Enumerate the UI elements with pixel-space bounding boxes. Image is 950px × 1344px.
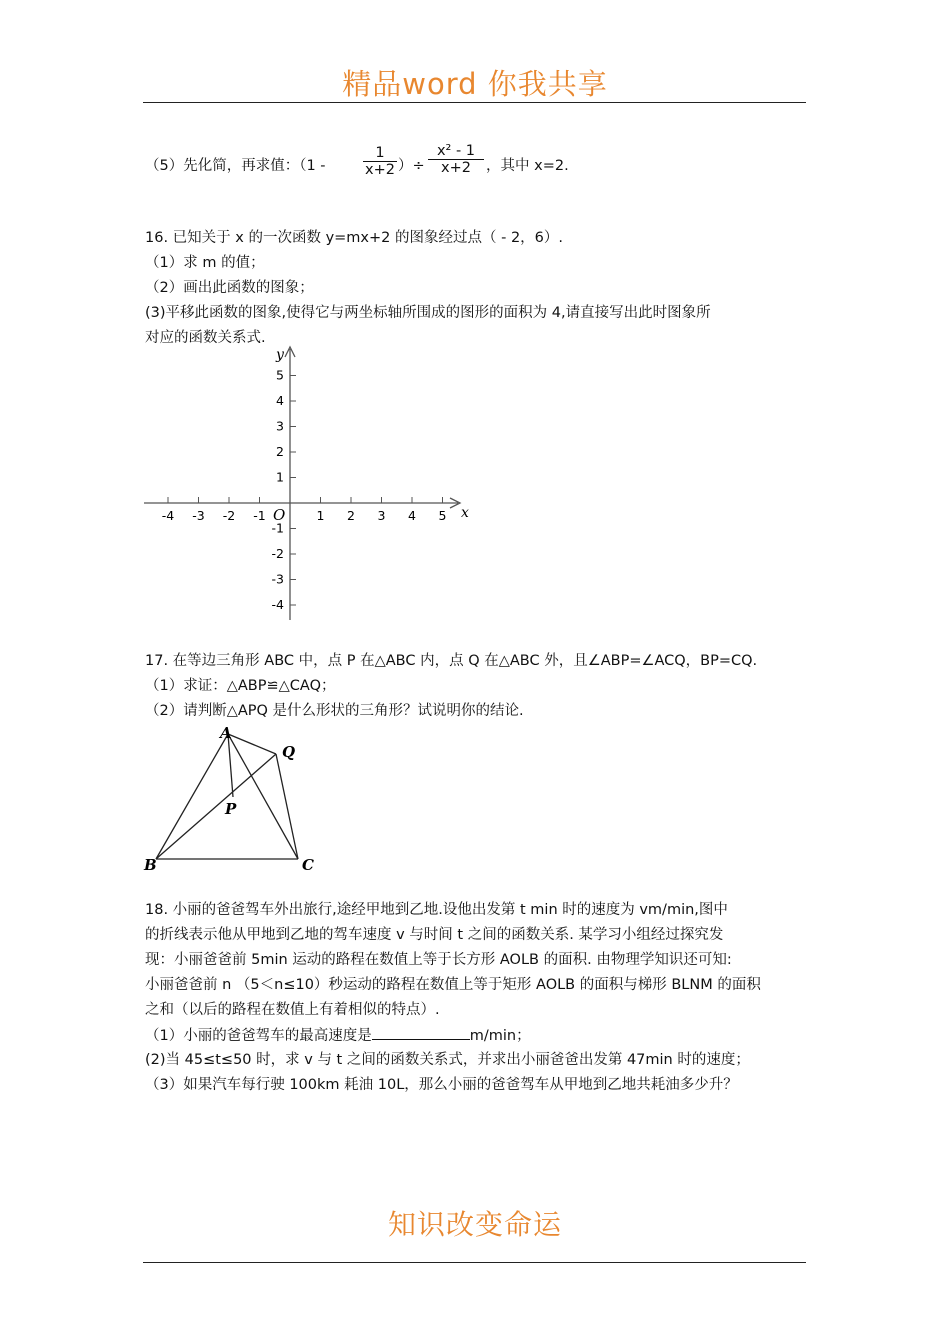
- q16-coordinate-grid: [140, 345, 475, 625]
- x-tick-label: 2: [347, 508, 355, 523]
- y-tick-label: -1: [271, 520, 284, 536]
- header-title: 精品word 你我共享: [342, 67, 608, 101]
- vertex-label-C: C: [302, 856, 314, 874]
- point-label-Q: Q: [282, 743, 296, 761]
- x-tick-label: 1: [316, 508, 325, 523]
- q15-suffix: ，其中 x=2.: [486, 158, 569, 174]
- y-tick-label: -3: [271, 571, 284, 587]
- q18-line3: 现：小丽爸爸前 5min 运动的路程在数值上等于长方形 AOLB 的面积. 由物理学知识还可知:: [145, 952, 732, 968]
- q16-part2: （2）画出此函数的图象；: [145, 280, 314, 296]
- point-label-P: P: [225, 800, 237, 818]
- segment-AQ: [228, 734, 276, 754]
- q15-prefix: （5）先化简，再求值：（1 -: [145, 158, 326, 174]
- q18-part3: （3）如果汽车每行驶 100km 耗油 10L，那么小丽的爸爸驾车从甲地到乙地共耗油多少升？: [145, 1077, 738, 1093]
- q16-part3-line2: 对应的函数关系式.: [145, 330, 266, 346]
- q17-part2: （2）请判断△APQ 是什么形状的三角形？试说明你的结论.: [145, 703, 524, 719]
- q17-triangle-figure: [140, 722, 340, 877]
- origin-label: O: [273, 506, 286, 524]
- x-tick-label: -4: [161, 508, 175, 523]
- q15-frac2-denominator: x+2: [441, 160, 471, 176]
- q16-axes: [144, 347, 460, 620]
- x-tick-label: 4: [408, 508, 416, 523]
- q18-part1-prefix: （1）小丽的爸爸驾车的最高速度是: [145, 1028, 372, 1044]
- q15-frac1-denominator: x+2: [365, 162, 395, 178]
- q15-divide: ）÷: [398, 158, 425, 174]
- q17-stem: 17. 在等边三角形 ABC 中，点 P 在△ABC 内，点 Q 在△ABC 外，且∠ABP=∠ACQ，BP=CQ.: [145, 653, 758, 669]
- q16-stem: 16. 已知关于 x 的一次函数 y=mx+2 的图象经过点（ - 2，6）.: [145, 230, 564, 246]
- footer-title: 知识改变命运: [387, 1208, 562, 1241]
- y-tick-label: -2: [271, 546, 284, 561]
- x-tick-label: -3: [192, 508, 205, 523]
- q18-part1-suffix: m/min；: [469, 1028, 531, 1044]
- footer-divider: [143, 1262, 806, 1263]
- q15-fraction-1: [363, 145, 397, 178]
- y-tick-label: 3: [276, 418, 284, 434]
- x-tick-label: -2: [222, 508, 236, 523]
- y-axis-label: y: [276, 347, 284, 363]
- q15-frac1-numerator: 1: [363, 145, 397, 162]
- x-tick-label: 3: [377, 508, 386, 523]
- answer-blank[interactable]: [372, 1025, 470, 1040]
- q18-line5: 之和（以后的路程在数值上有着相似的特点）.: [145, 1002, 440, 1018]
- x-tick-label: -1: [253, 508, 266, 523]
- q16-part1: （1）求 m 的值；: [145, 255, 265, 271]
- header-divider: [143, 102, 806, 103]
- q15-fraction-2: [428, 143, 484, 176]
- x-axis-label: x: [461, 505, 469, 521]
- vertex-label-B: B: [144, 856, 157, 874]
- q18-line4: 小丽爸爸前 n （5＜n≤10）秒运动的路程在数值上等于矩形 AOLB 的面积与梯形 BLNM 的面积: [145, 977, 761, 993]
- x-tick-label: 5: [438, 508, 447, 523]
- q16-part3-line1: (3)平移此函数的图象,使得它与两坐标轴所围成的图形的面积为 4,请直接写出此时图象所: [145, 305, 711, 321]
- q18-part2: (2)当 45≤t≤50 时，求 v 与 t 之间的函数关系式，并求出小丽爸爸出发第 47min 时的速度；: [145, 1052, 750, 1068]
- segment-AP: [228, 734, 233, 797]
- q18-line1: 18. 小丽的爸爸驾车外出旅行,途经甲地到乙地.设他出发第 t min 时的速度为 vm/min,图中: [145, 902, 728, 918]
- q17-part1: （1）求证：△ABP≌△CAQ；: [145, 678, 336, 694]
- q18-line2: 的折线表示他从甲地到乙地的驾车速度 v 与时间 t 之间的函数关系. 某学习小组经过探究发: [145, 927, 724, 943]
- segment-QC: [276, 754, 298, 859]
- y-tick-label: 4: [276, 393, 284, 408]
- segment-AB: [156, 734, 228, 859]
- y-tick-label: 2: [276, 444, 284, 459]
- q15-frac2-numerator: x² - 1: [428, 143, 484, 160]
- y-tick-label: 1: [276, 469, 284, 485]
- segment-BQ: [156, 754, 276, 859]
- vertex-label-A: A: [220, 724, 232, 742]
- q18-part1: [145, 1025, 531, 1046]
- y-tick-label: -4: [271, 597, 284, 612]
- y-tick-label: 5: [276, 367, 284, 383]
